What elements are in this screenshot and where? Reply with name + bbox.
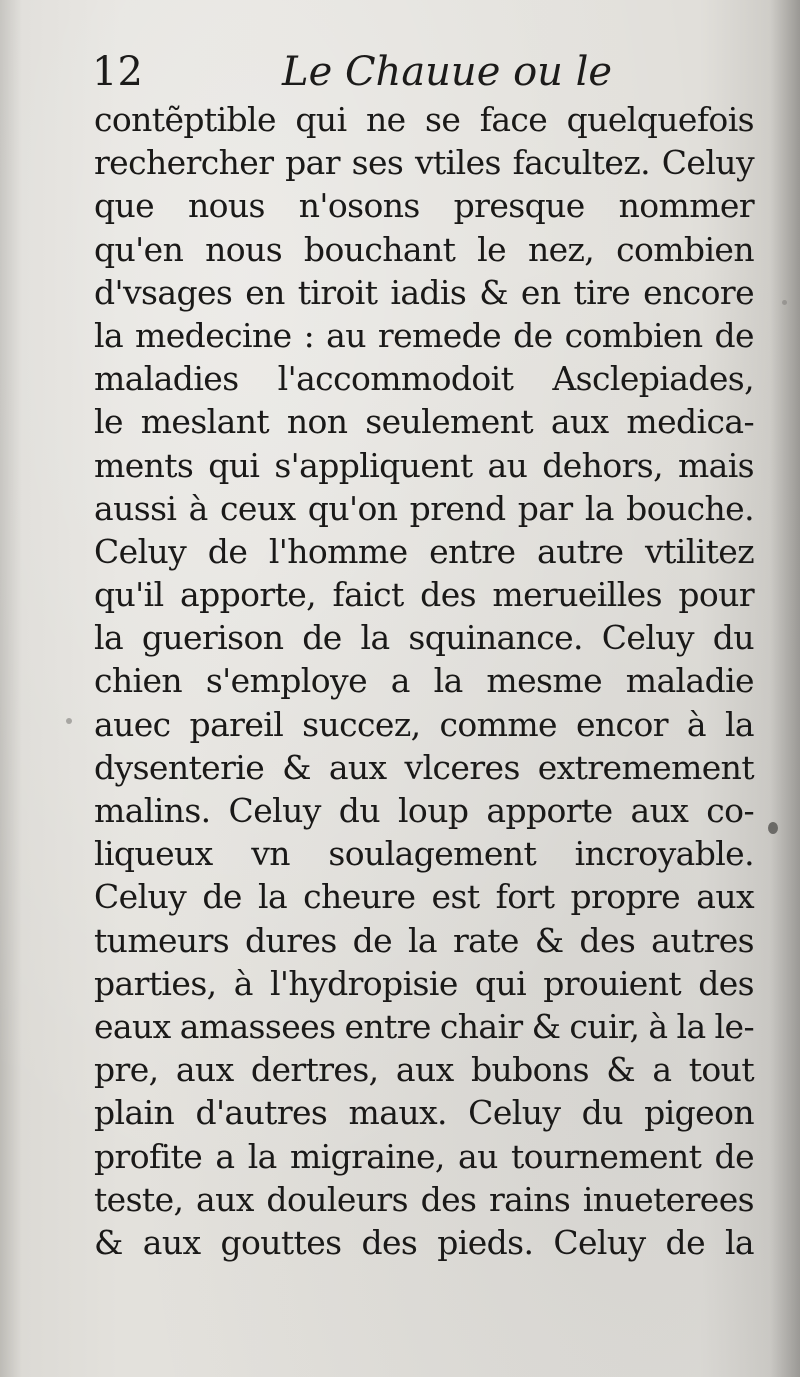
page-number: 12 <box>92 49 143 95</box>
text-line: maladies l'accommodoit Asclepiades, <box>94 359 754 399</box>
text-line: dysenterie & aux vlceres extremement <box>94 747 754 787</box>
text-line: aussi à ceux qu'on prend par la bouche. <box>94 488 754 528</box>
text-line: qu'il apporte, faict des merueilles pour <box>94 575 754 615</box>
text-line: pre, aux dertres, aux bubons & a tout <box>94 1050 754 1090</box>
text-line: teste, aux douleurs des rains inueterees <box>94 1179 754 1219</box>
text-line: parties, à l'hydropisie qui prouient des <box>94 963 754 1003</box>
text-line: Celuy de la cheure est fort propre aux <box>94 877 754 917</box>
text-line: & aux gouttes des pieds. Celuy de la <box>94 1222 754 1262</box>
text-line: eaux amassees entre chair & cuir, à la le- <box>94 1006 754 1046</box>
text-line: Celuy de l'homme entre autre vtilitez <box>94 531 754 571</box>
ink-speck <box>66 718 72 724</box>
text-line: liqueux vn soulagement incroyable. <box>94 834 754 874</box>
text-line: profite a la migraine, au tournement de <box>94 1136 754 1176</box>
text-line: la guerison de la squinance. Celuy du <box>94 618 754 658</box>
ink-speck <box>782 300 787 305</box>
text-line: la medecine : au remede de combien de <box>94 315 754 355</box>
text-line: rechercher par ses vtiles facultez. Celuy <box>94 143 754 183</box>
text-line: tumeurs dures de la rate & des autres <box>94 920 754 960</box>
text-line: auec pareil succez, comme encor à la <box>94 704 754 744</box>
ink-speck <box>768 822 778 834</box>
text-line: chien s'employe a la mesme maladie <box>94 661 754 701</box>
text-line: ments qui s'appliquent au dehors, mais <box>94 445 754 485</box>
text-line: contẽptible qui ne se face quelquefois <box>94 100 754 139</box>
text-line: qu'en nous bouchant le nez, combien <box>94 229 754 269</box>
running-head: Le Chauue ou le <box>282 49 613 95</box>
text-line: d'vsages en tiroit iadis & en tire encore <box>94 272 754 312</box>
body-text <box>94 98 754 1264</box>
text-line: le meslant non seulement aux medica- <box>94 402 754 442</box>
text-line: malins. Celuy du loup apporte aux co- <box>94 791 754 830</box>
text-line: que nous n'osons presque nommer <box>94 186 754 226</box>
text-line: plain d'autres maux. Celuy du pigeon <box>94 1093 754 1133</box>
